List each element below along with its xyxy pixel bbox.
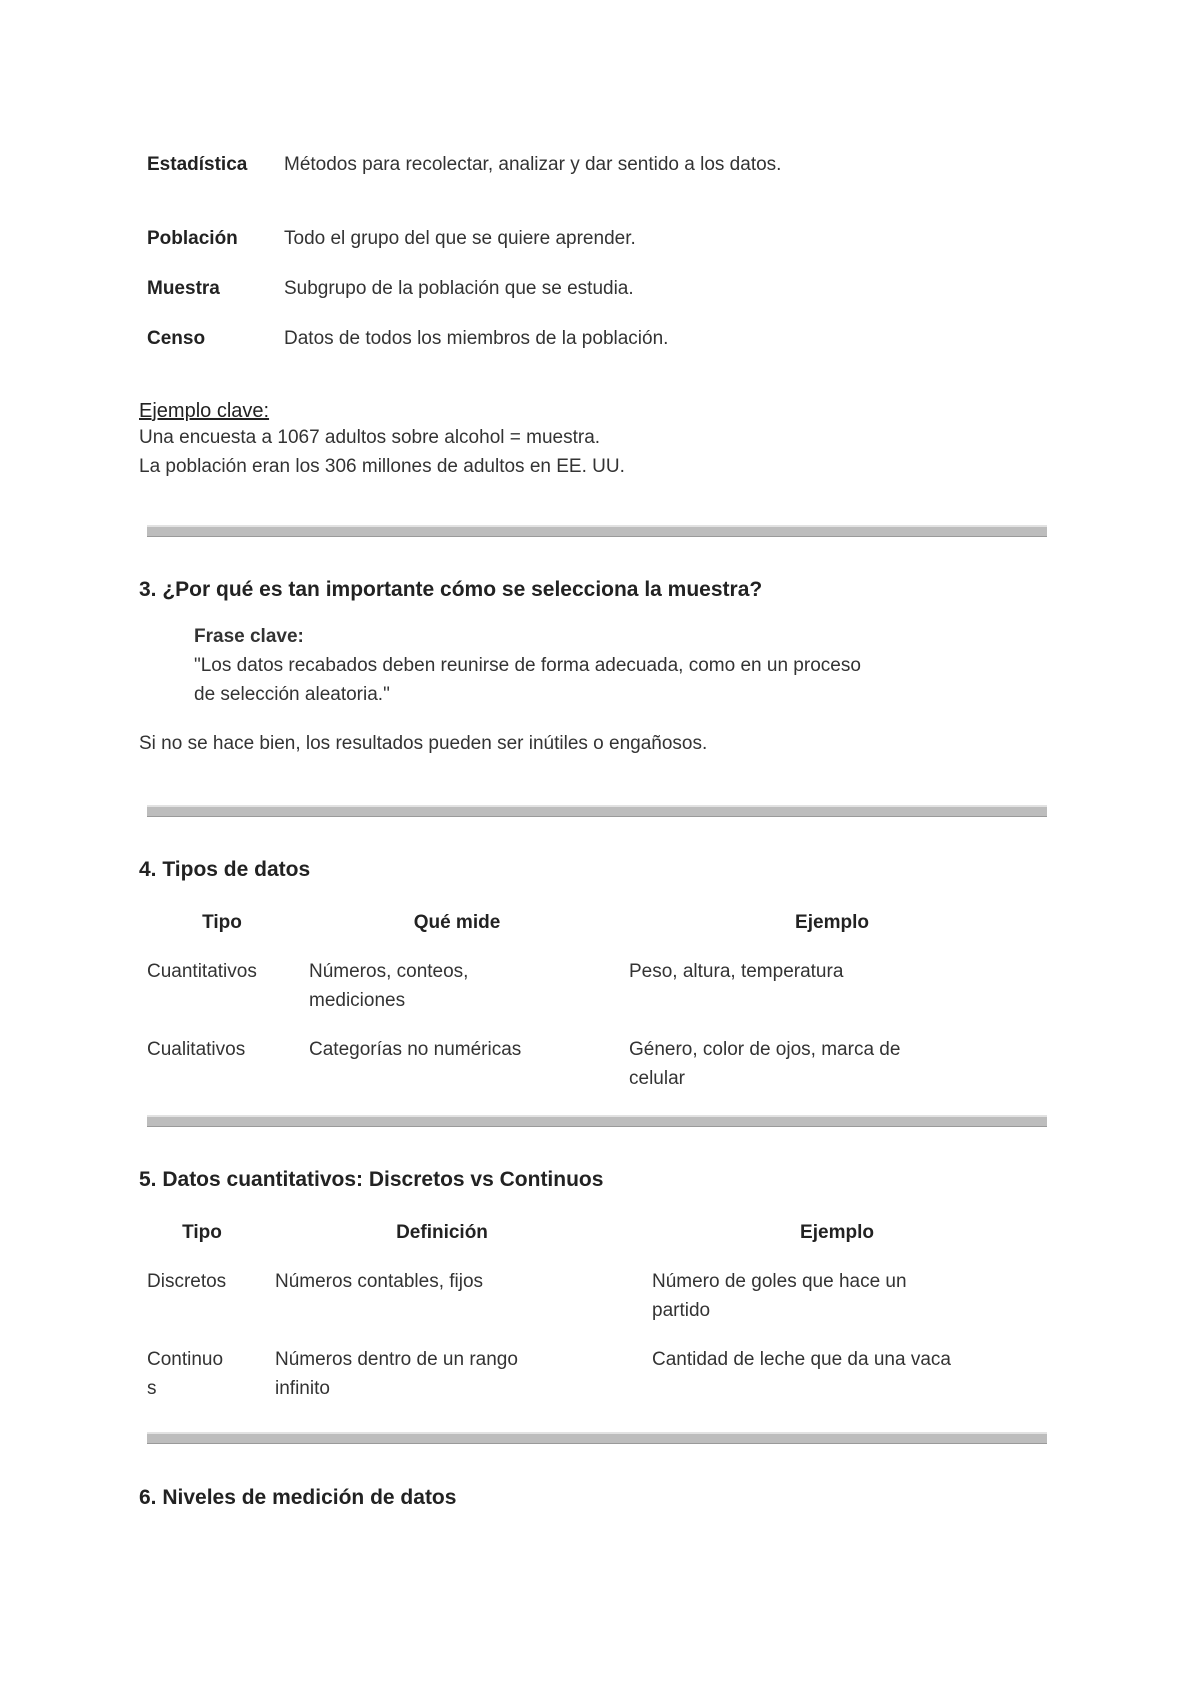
table-cell-line: infinito (275, 1378, 330, 1399)
glossary-row (147, 324, 1047, 353)
table-cell (275, 1345, 652, 1403)
column-header: Tipo (202, 912, 242, 933)
table-cell-line: Continuo (147, 1349, 224, 1370)
table-cell (309, 957, 629, 1015)
table-row (147, 957, 1047, 1015)
table-row (147, 1035, 1047, 1093)
key-quote (194, 622, 1039, 709)
glossary-definition: Todo el grupo del que se quiere aprender. (284, 228, 636, 249)
quote-line: de selección aleatoria." (194, 684, 390, 705)
section-divider (147, 525, 1047, 537)
section-divider (147, 1432, 1047, 1444)
section-divider (147, 805, 1047, 817)
example-line: Una encuesta a 1067 adultos sobre alcohol = muestra. (139, 427, 601, 448)
table-cell-line: Género, color de ojos, marca de (629, 1039, 901, 1060)
example-title: Ejemplo clave: (139, 400, 270, 422)
table-cell (652, 1267, 1042, 1325)
table-cell (652, 1345, 1042, 1403)
section-5 (139, 1168, 1039, 1192)
glossary-term: Estadística (147, 154, 248, 175)
table-cell: Cualitativos (147, 1039, 246, 1060)
glossary-row (147, 274, 1047, 303)
table-cell: Cuantitativos (147, 961, 257, 982)
glossary-row (147, 150, 1047, 208)
table-row (147, 1267, 1047, 1325)
table-cell-line: Números contables, fijos (275, 1271, 484, 1292)
column-header: Qué mide (413, 912, 501, 933)
table-cell (629, 957, 1029, 1015)
table-cell (147, 1345, 275, 1403)
section-heading: 4. Tipos de datos (139, 858, 311, 881)
column-header: Ejemplo (800, 1222, 874, 1243)
column-header: Definición (396, 1222, 488, 1243)
table-cell (629, 1035, 1029, 1093)
key-example (139, 400, 1039, 481)
glossary-row (147, 224, 1047, 253)
section-6 (139, 1486, 1039, 1510)
section-heading: 5. Datos cuantitativos: Discretos vs Continuos (139, 1168, 604, 1191)
table-cell-line: Peso, altura, temperatura (629, 961, 844, 982)
quote-line: "Los datos recabados deben reunirse de forma adecuada, como en un proceso (194, 655, 861, 676)
column-header: Ejemplo (795, 912, 869, 933)
quote-label: Frase clave: (194, 626, 304, 647)
quantitative-types-table (147, 1218, 1047, 1403)
example-line: La población eran los 306 millones de adultos en EE. UU. (139, 456, 625, 477)
table-cell (309, 1035, 629, 1093)
glossary-definition: Subgrupo de la población que se estudia. (284, 278, 634, 299)
table-cell-line: celular (629, 1068, 685, 1089)
column-header: Tipo (182, 1222, 222, 1243)
section-divider (147, 1115, 1047, 1127)
section-heading: 3. ¿Por qué es tan importante cómo se selecciona la muestra? (139, 578, 763, 601)
glossary-definition: Datos de todos los miembros de la población. (284, 328, 669, 349)
table-cell (147, 1267, 275, 1325)
table-cell-line: mediciones (309, 990, 406, 1011)
section-3 (139, 578, 1039, 758)
data-types-table (147, 908, 1047, 1093)
section-4 (139, 858, 1039, 882)
glossary-term: Muestra (147, 278, 220, 299)
glossary (147, 150, 1047, 353)
table-header-row (147, 908, 1047, 937)
section-note: Si no se hace bien, los resultados pueden ser inútiles o engañosos. (139, 733, 708, 754)
glossary-term: Censo (147, 328, 206, 349)
table-header-row (147, 1218, 1047, 1247)
glossary-definition: Métodos para recolectar, analizar y dar sentido a los datos. (284, 154, 782, 175)
table-row (147, 1345, 1047, 1403)
table-cell-line: partido (652, 1300, 711, 1321)
table-cell (275, 1267, 652, 1325)
glossary-term: Población (147, 228, 238, 249)
section-heading: 6. Niveles de medición de datos (139, 1486, 457, 1509)
table-cell-line: Números dentro de un rango (275, 1349, 518, 1370)
table-cell-line: Categorías no numéricas (309, 1039, 522, 1060)
table-cell-line: Discretos (147, 1271, 227, 1292)
table-cell-line: Cantidad de leche que da una vaca (652, 1349, 951, 1370)
table-cell-line: Números, conteos, (309, 961, 469, 982)
table-cell-line: Número de goles que hace un (652, 1271, 907, 1292)
table-cell-line: s (147, 1378, 157, 1399)
